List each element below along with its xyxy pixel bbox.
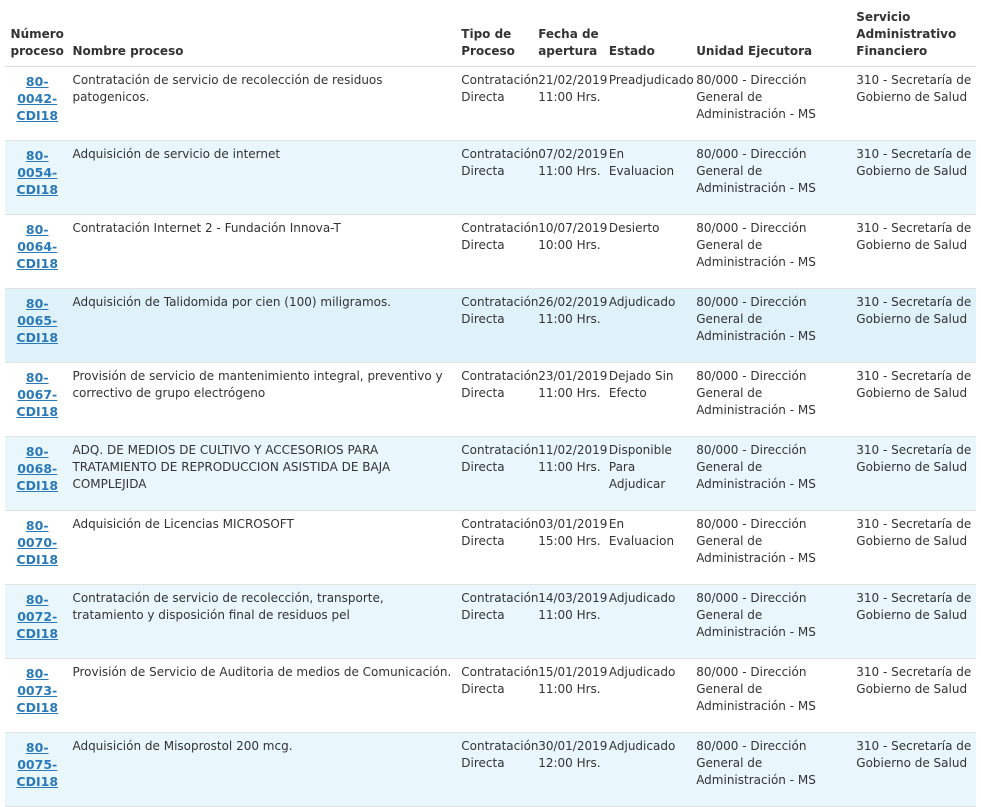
process-number-link[interactable]: 80-0072-CDI18 (16, 592, 59, 641)
executing-unit: 80/000 - Dirección General de Administración - MS (693, 437, 853, 511)
process-name: Contratación de servicio de recolección, transporte, tratamiento y disposición final de residuos pel (69, 585, 458, 659)
process-type: Contratación Directa (458, 659, 535, 733)
executing-unit: 80/000 - Dirección General de Administración - MS (693, 215, 853, 289)
opening-date: 03/01/2019 15:00 Hrs. (535, 511, 606, 585)
financial-service: 310 - Secretaría de Gobierno de Salud (853, 363, 976, 437)
process-type: Contratación Directa (458, 289, 535, 363)
executing-unit: 80/000 - Dirección General de Administración - MS (693, 733, 853, 807)
header-nombre[interactable]: Nombre proceso (69, 5, 458, 67)
process-name: ADQ. DE MEDIOS DE CULTIVO Y ACCESORIOS PARA TRATAMIENTO DE REPRODUCCION ASISTIDA DE BAJA COMPLEJIDA (69, 437, 458, 511)
process-type: Contratación Directa (458, 511, 535, 585)
table-row (5, 141, 976, 215)
executing-unit: 80/000 - Dirección General de Administración - MS (693, 141, 853, 215)
financial-service: 310 - Secretaría de Gobierno de Salud (853, 437, 976, 511)
table-row (5, 585, 976, 659)
opening-date: 26/02/2019 11:00 Hrs. (535, 289, 606, 363)
table-row (5, 733, 976, 807)
process-name: Contratación Internet 2 - Fundación Innova-T (69, 215, 458, 289)
table-header-row (5, 5, 976, 67)
status: Adjudicado (606, 289, 693, 363)
opening-date: 14/03/2019 11:00 Hrs. (535, 585, 606, 659)
process-name: Adquisición de Talidomida por cien (100) miligramos. (69, 289, 458, 363)
opening-date: 30/01/2019 12:00 Hrs. (535, 733, 606, 807)
header-unidad[interactable]: Unidad Ejecutora (693, 5, 853, 67)
table-row (5, 289, 976, 363)
status: Dejado Sin Efecto (606, 363, 693, 437)
financial-service: 310 - Secretaría de Gobierno de Salud (853, 141, 976, 215)
financial-service: 310 - Secretaría de Gobierno de Salud (853, 733, 976, 807)
executing-unit: 80/000 - Dirección General de Administración - MS (693, 67, 853, 141)
process-number-link[interactable]: 80-0067-CDI18 (16, 370, 59, 419)
process-type: Contratación Directa (458, 437, 535, 511)
executing-unit: 80/000 - Dirección General de Administración - MS (693, 363, 853, 437)
executing-unit: 80/000 - Dirección General de Administración - MS (693, 585, 853, 659)
opening-date: 07/02/2019 11:00 Hrs. (535, 141, 606, 215)
status: En Evaluacion (606, 511, 693, 585)
process-number-link[interactable]: 80-0068-CDI18 (16, 444, 59, 493)
process-type: Contratación Directa (458, 363, 535, 437)
status: Disponible Para Adjudicar (606, 437, 693, 511)
process-number-link[interactable]: 80-0065-CDI18 (16, 296, 59, 345)
process-name: Contratación de servicio de recolección de residuos patogenicos. (69, 67, 458, 141)
table-row (5, 215, 976, 289)
process-type: Contratación Directa (458, 585, 535, 659)
financial-service: 310 - Secretaría de Gobierno de Salud (853, 511, 976, 585)
process-number-link[interactable]: 80-0070-CDI18 (16, 518, 59, 567)
opening-date: 15/01/2019 11:00 Hrs. (535, 659, 606, 733)
process-type: Contratación Directa (458, 215, 535, 289)
header-estado[interactable]: Estado (606, 5, 693, 67)
process-type: Contratación Directa (458, 141, 535, 215)
table-row (5, 659, 976, 733)
status: Desierto (606, 215, 693, 289)
executing-unit: 80/000 - Dirección General de Administración - MS (693, 511, 853, 585)
process-number-link[interactable]: 80-0064-CDI18 (16, 222, 59, 271)
status: Adjudicado (606, 733, 693, 807)
process-name: Provisión de servicio de mantenimiento integral, preventivo y correctivo de grupo electrógeno (69, 363, 458, 437)
header-tipo[interactable]: Tipo de Proceso (458, 5, 535, 67)
financial-service: 310 - Secretaría de Gobierno de Salud (853, 215, 976, 289)
opening-date: 11/02/2019 11:00 Hrs. (535, 437, 606, 511)
status: Adjudicado (606, 585, 693, 659)
process-number-link[interactable]: 80-0075-CDI18 (16, 740, 59, 789)
table-row (5, 67, 976, 141)
header-numero[interactable]: Número proceso (5, 5, 69, 67)
process-number-link[interactable]: 80-0073-CDI18 (16, 666, 59, 715)
process-number-link[interactable]: 80-0054-CDI18 (16, 148, 59, 197)
financial-service: 310 - Secretaría de Gobierno de Salud (853, 67, 976, 141)
executing-unit: 80/000 - Dirección General de Administración - MS (693, 289, 853, 363)
header-servicio[interactable]: Servicio Administrativo Financiero (853, 5, 976, 67)
table-row (5, 363, 976, 437)
status: En Evaluacion (606, 141, 693, 215)
process-name: Adquisición de Misoprostol 200 mcg. (69, 733, 458, 807)
table-row (5, 511, 976, 585)
status: Preadjudicado (606, 67, 693, 141)
financial-service: 310 - Secretaría de Gobierno de Salud (853, 585, 976, 659)
opening-date: 10/07/2019 10:00 Hrs. (535, 215, 606, 289)
process-type: Contratación Directa (458, 67, 535, 141)
opening-date: 23/01/2019 11:00 Hrs. (535, 363, 606, 437)
status: Adjudicado (606, 659, 693, 733)
process-number-link[interactable]: 80-0042-CDI18 (16, 74, 59, 123)
process-name: Adquisición de servicio de internet (69, 141, 458, 215)
table-row (5, 437, 976, 511)
process-name: Adquisición de Licencias MICROSOFT (69, 511, 458, 585)
process-type: Contratación Directa (458, 733, 535, 807)
processes-table (5, 5, 976, 807)
header-fecha[interactable]: Fecha de apertura (535, 5, 606, 67)
opening-date: 21/02/2019 11:00 Hrs. (535, 67, 606, 141)
financial-service: 310 - Secretaría de Gobierno de Salud (853, 289, 976, 363)
executing-unit: 80/000 - Dirección General de Administración - MS (693, 659, 853, 733)
financial-service: 310 - Secretaría de Gobierno de Salud (853, 659, 976, 733)
process-name: Provisión de Servicio de Auditoria de medios de Comunicación. (69, 659, 458, 733)
